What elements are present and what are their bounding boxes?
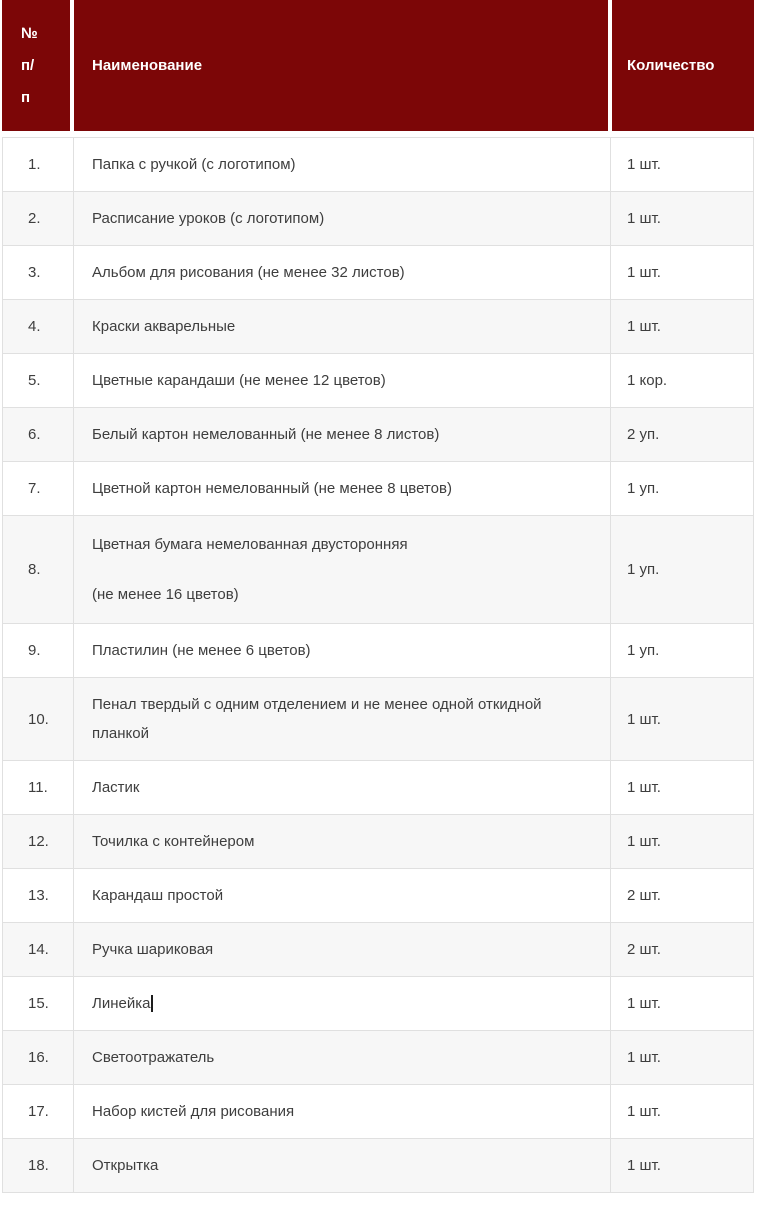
item-name-line xyxy=(92,366,590,395)
row-number: 6. xyxy=(3,408,74,461)
header-cell-number xyxy=(2,0,74,131)
item-name xyxy=(74,462,611,515)
item-name-text: Карандаш простой xyxy=(92,887,224,904)
supplies-table xyxy=(2,0,754,1193)
item-name xyxy=(74,516,611,623)
item-name-line xyxy=(92,1151,590,1180)
item-name-text: Пластилин (не менее 6 цветов) xyxy=(92,642,311,659)
item-name xyxy=(74,408,611,461)
header-name-label: Наименование xyxy=(92,57,203,74)
item-name-text: Светоотражатель xyxy=(92,1049,215,1066)
table-row xyxy=(3,977,753,1031)
table-row xyxy=(3,408,753,462)
table-row xyxy=(3,869,753,923)
item-quantity: 1 шт. xyxy=(627,1049,661,1066)
table-row xyxy=(3,138,753,192)
item-name xyxy=(74,869,611,922)
table-row xyxy=(3,516,753,624)
item-quantity: 1 уп. xyxy=(627,642,660,659)
header-quantity-label: Количество xyxy=(627,57,715,74)
item-quantity: 1 шт. xyxy=(627,833,661,850)
item-name-text: Белый картон немелованный (не менее 8 листов) xyxy=(92,426,440,443)
item-quantity: 1 шт. xyxy=(627,1103,661,1120)
row-number: 12. xyxy=(3,815,74,868)
table-row xyxy=(3,1031,753,1085)
row-number: 18. xyxy=(3,1139,74,1192)
row-number: 16. xyxy=(3,1031,74,1084)
item-name xyxy=(74,624,611,677)
item-quantity: 1 шт. xyxy=(627,156,661,173)
item-name-text: Цветной картон немелованный (не менее 8 цветов) xyxy=(92,480,452,497)
item-name-line xyxy=(92,1097,590,1126)
item-name-line xyxy=(92,150,590,179)
item-quantity: 1 кор. xyxy=(627,372,668,389)
header-number-line: № xyxy=(21,24,38,42)
item-name-line xyxy=(92,312,590,341)
item-quantity: 1 уп. xyxy=(627,480,660,497)
header-cell-name xyxy=(74,0,612,131)
row-number: 15. xyxy=(3,977,74,1030)
item-name-text: Папка с ручкой (с логотипом) xyxy=(92,156,296,173)
table-row xyxy=(3,300,753,354)
item-name-text: Краски акварельные xyxy=(92,318,236,335)
table-header-row xyxy=(2,0,754,131)
item-quantity: 1 шт. xyxy=(627,1157,661,1174)
item-name xyxy=(74,192,611,245)
item-name-text: Точилка с контейнером xyxy=(92,833,255,850)
item-quantity: 2 шт. xyxy=(627,941,661,958)
header-number-line: п/ xyxy=(21,56,35,74)
item-name-text: Пенал твердый с одним отделением и не менее одной откидной планкой xyxy=(92,696,542,742)
item-quantity: 1 шт. xyxy=(627,264,661,281)
row-number: 8. xyxy=(3,516,74,623)
item-name xyxy=(74,923,611,976)
item-name-text: Ластик xyxy=(92,779,140,796)
item-name xyxy=(74,815,611,868)
item-name-line xyxy=(92,989,590,1018)
item-name xyxy=(74,354,611,407)
item-name-line xyxy=(92,258,590,287)
item-name xyxy=(74,678,611,760)
item-name xyxy=(74,246,611,299)
item-name-line xyxy=(92,530,590,559)
table-row xyxy=(3,678,753,761)
item-name-text: Цветные карандаши (не менее 12 цветов) xyxy=(92,372,386,389)
item-name-line xyxy=(92,636,590,665)
item-name xyxy=(74,1031,611,1084)
item-quantity: 1 уп. xyxy=(627,561,660,578)
item-quantity: 1 шт. xyxy=(627,995,661,1012)
item-quantity: 1 шт. xyxy=(627,779,661,796)
item-name xyxy=(74,1085,611,1138)
item-name xyxy=(74,138,611,191)
item-name-line xyxy=(92,773,590,802)
item-name-line xyxy=(92,420,590,449)
table-row xyxy=(3,923,753,977)
item-name-text: Ручка шариковая xyxy=(92,941,214,958)
table-row xyxy=(3,192,753,246)
item-name-line xyxy=(92,204,590,233)
item-name-line xyxy=(92,474,590,503)
text-cursor xyxy=(151,995,153,1012)
table-row xyxy=(3,624,753,678)
item-name-text: (не менее 16 цветов) xyxy=(92,586,239,603)
header-number-line: п xyxy=(21,88,31,106)
item-name-text: Набор кистей для рисования xyxy=(92,1103,295,1120)
row-number: 13. xyxy=(3,869,74,922)
item-name-line xyxy=(92,690,590,748)
item-name-text: Расписание уроков (с логотипом) xyxy=(92,210,325,227)
item-quantity: 1 шт. xyxy=(627,210,661,227)
item-name-line xyxy=(92,1043,590,1072)
header-cell-quantity xyxy=(612,0,754,131)
item-quantity: 2 шт. xyxy=(627,887,661,904)
table-row xyxy=(3,1085,753,1139)
item-name-line xyxy=(92,881,590,910)
row-number: 10. xyxy=(3,678,74,760)
item-name-text: Открытка xyxy=(92,1157,159,1174)
table-row xyxy=(3,462,753,516)
row-number: 7. xyxy=(3,462,74,515)
table-row xyxy=(3,1139,753,1193)
item-name xyxy=(74,977,611,1030)
table-row xyxy=(3,246,753,300)
item-name-text: Линейка xyxy=(92,995,151,1012)
row-number: 9. xyxy=(3,624,74,677)
row-number: 2. xyxy=(3,192,74,245)
row-number: 5. xyxy=(3,354,74,407)
row-number: 1. xyxy=(3,138,74,191)
item-name-line xyxy=(92,580,590,609)
row-number: 3. xyxy=(3,246,74,299)
item-name-line xyxy=(92,827,590,856)
item-name-text: Альбом для рисования (не менее 32 листов) xyxy=(92,264,405,281)
item-quantity: 2 уп. xyxy=(627,426,660,443)
item-name xyxy=(74,300,611,353)
item-name-text: Цветная бумага немелованная двусторонняя xyxy=(92,536,408,553)
item-quantity: 1 шт. xyxy=(627,318,661,335)
row-number: 4. xyxy=(3,300,74,353)
item-name-line xyxy=(92,935,590,964)
item-name xyxy=(74,1139,611,1192)
table-row xyxy=(3,815,753,869)
row-number: 14. xyxy=(3,923,74,976)
item-name xyxy=(74,761,611,814)
row-number: 17. xyxy=(3,1085,74,1138)
item-quantity: 1 шт. xyxy=(627,710,661,728)
row-number: 11. xyxy=(3,761,74,814)
table-row xyxy=(3,354,753,408)
table-row xyxy=(3,761,753,815)
table-body xyxy=(2,137,754,1193)
